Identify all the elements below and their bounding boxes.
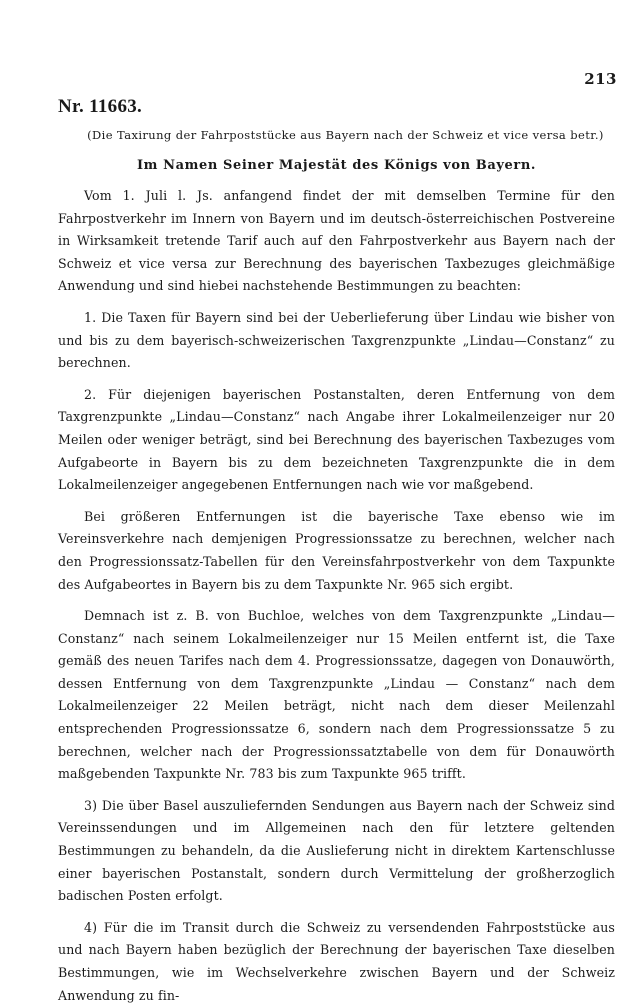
paragraph-2-continued: Bei größeren Entfernungen ist die bayerische Taxe ebenso wie im Vereinsverkehre nach demjenigen Progressionssatze zu berechnen, welcher nach den Progressionssatz-Tabellen für den Vereinsfahrpostverkehr von dem Taxpunkte des Aufgabeortes in Bayern bis zu dem Taxpunkte Nr. 965 sich ergibt. [58, 508, 615, 592]
paragraph-4: 4) Für die im Transit durch die Schweiz zu versendenden Fahrpoststücke aus und nach Bayern haben bezüglich der Berechnung der bayerischen Taxe dieselben Bestimmungen, wie im Wechselverkehre zwischen Bayern und der Schweiz Anwendung zu fin- [58, 919, 615, 1003]
page-number: 213 [584, 70, 617, 88]
invocation-heading: Im Namen Seiner Majestät des Königs von Bayern. [136, 158, 537, 173]
paragraph-2: 2. Für diejenigen bayerischen Postanstalten, deren Entfernung von dem Taxgrenzpunkte „Lindau—Constanz“ nach Angabe ihrer Lokalmeilenzeiger nur 20 Meilen oder weniger beträgt, sind bei Berechnung des bayerischen Taxbezuges vom Aufgabeorte in Bayern bis zu dem bezeichneten Taxgrenzpunkte die in dem Lokalmeilenzeiger angegebenen Entfernungen nach wie vor maßgebend. [58, 386, 615, 493]
decree-subject: (Die Taxirung der Fahrpoststücke aus Bayern nach der Schweiz et vice versa betr.) [87, 128, 604, 142]
body-text [58, 185, 615, 1007]
paragraph-intro: Vom 1. Juli l. Js. anfangend findet der mit demselben Termine für den Fahrpostverkehr im Innern von Bayern und im deutsch-österreichischen Postvereine in Wirksamkeit tretende Tarif auch auf den Fahrpostverkehr aus Bayern nach der Schweiz et vice versa zur Berechnung des bayerischen Taxbezuges gleichmäßige Anwendung und sind hiebei nachstehende Bestimmungen zu beachten: [58, 188, 615, 294]
paragraph-3: 3) Die über Basel auszuliefernden Sendungen aus Bayern nach der Schweiz sind Vereinssendungen und im Allgemeinen nach den für letztere geltenden Bestimmungen zu behandeln, da die Auslieferung nicht in direktem Kartenschlusse einer bayerischen Postanstalt, sondern durch Vermittelung der großherzoglich badischen Posten erfolgt. [58, 797, 615, 904]
decree-number: Nr. 11663. [58, 96, 143, 117]
paragraph-example: Demnach ist z. B. von Buchloe, welches von dem Taxgrenzpunkte „Lindau—Constanz“ nach seinem Lokalmeilenzeiger nur 15 Meilen entfernt ist, die Taxe gemäß des neuen Tarifes nach dem 4. Progressionssatze, dagegen von Donauwörth, dessen Entfernung von dem Taxgrenzpunkte „Lindau — Constanz“ nach dem Lokalmeilenzeiger 22 Meilen beträgt, nicht nach dem dieser Meilenzahl entsprechenden Progressionssatze 6, sondern nach dem Progressionssatze 5 zu berechnen, welcher nach der Progressionssatztabelle von dem für Donauwörth maßgebenden Taxpunkte Nr. 783 bis zum Taxpunkte 965 trifft. [58, 608, 615, 782]
paragraph-1: 1. Die Taxen für Bayern sind bei der Ueberlieferung über Lindau wie bisher von und bis zu dem bayerisch-schweizerischen Taxgrenzpunkte „Lindau—Constanz“ zu berechnen. [58, 309, 615, 371]
